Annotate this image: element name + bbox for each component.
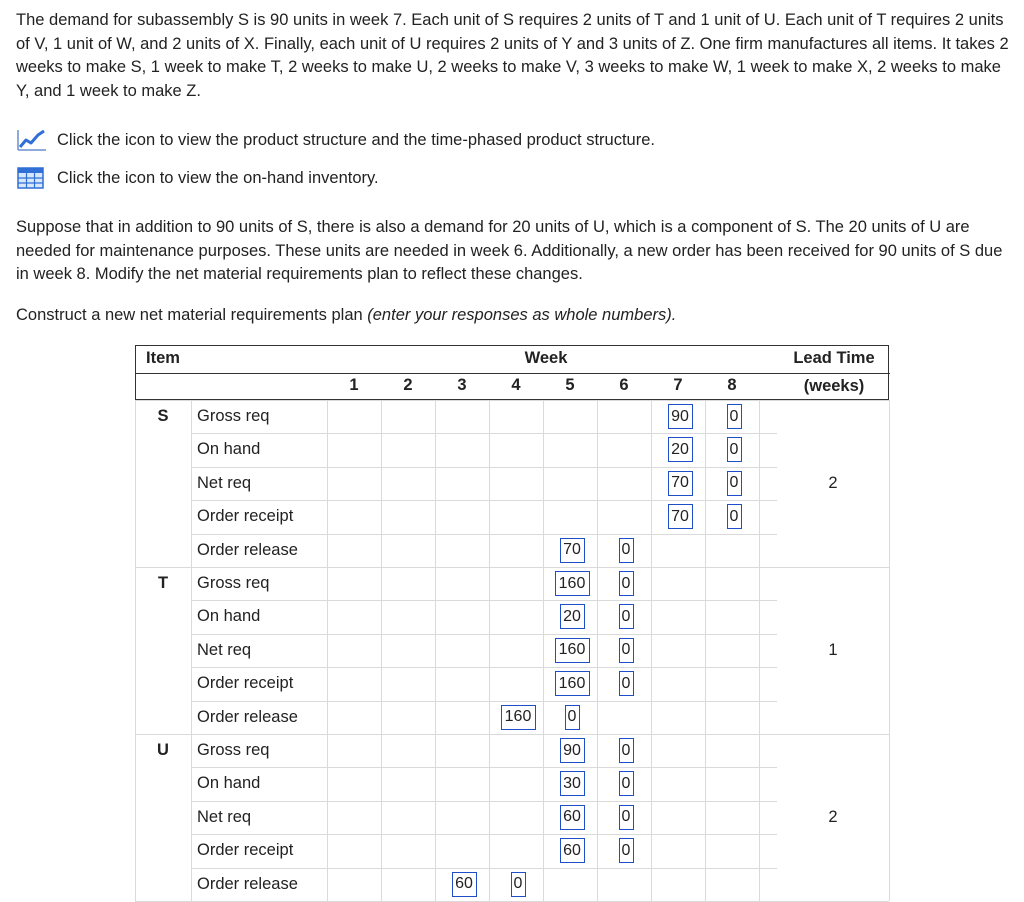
- input-U-gross-req-week-6[interactable]: 0: [619, 738, 634, 763]
- input-U-net-req-week-6[interactable]: 0: [619, 805, 634, 830]
- header-week: Week: [524, 349, 568, 367]
- row-label: On hand: [197, 774, 261, 793]
- lead-time-T: 1: [828, 640, 838, 659]
- row-label: Order receipt: [197, 674, 294, 693]
- lead-time-S: 2: [828, 473, 838, 492]
- input-T-order-release-week-5[interactable]: 0: [565, 705, 580, 730]
- input-U-on-hand-week-5[interactable]: 30: [560, 771, 585, 796]
- problem-intro: The demand for subassembly S is 90 units in week 7. Each unit of S requires 2 units of T and 1 unit of U. Each unit of T requires 2 units of V, 1 unit of W, and 2 units of X. Finally, each unit of U requires 2 units of Y and 3 units of Z. One firm manufactures all items. It takes 2 weeks to make S, 1 week to make T, 2 weeks to make U, 2 weeks to make V, 3 weeks to make W, 1 week to make X, 2 weeks to make Y, and 1 week to make Z.: [16, 11, 1009, 100]
- input-U-order-receipt-week-5[interactable]: 60: [560, 838, 585, 863]
- header-week-6: 6: [619, 376, 629, 394]
- input-T-order-receipt-week-6[interactable]: 0: [619, 671, 634, 696]
- input-U-order-release-week-4[interactable]: 0: [511, 872, 526, 897]
- scenario-text: Suppose that in addition to 90 units of S, there is also a demand for 20 units of U, which is a component of S. The 20 units of U are needed for maintenance purposes. These units are needed in week 6. Additionally, a new order has been received for 90 units of S due in week 8. Modify the net material requirements plan to reflect these changes.: [16, 218, 1003, 283]
- row-label: Order release: [197, 540, 298, 559]
- row-label: Gross req: [197, 741, 270, 759]
- input-S-order-release-week-5[interactable]: 70: [560, 538, 585, 563]
- product-structure-link-text[interactable]: Click the icon to view the product structure and the time-phased product structure.: [57, 130, 655, 149]
- input-T-order-receipt-week-5[interactable]: 160: [555, 671, 590, 696]
- mrp-table: [135, 345, 891, 901]
- item-code-S: S: [157, 407, 169, 425]
- header-week-2: 2: [403, 376, 413, 394]
- input-T-net-req-week-5[interactable]: 160: [555, 638, 590, 663]
- inventory-link[interactable]: [16, 166, 379, 190]
- row-label: Gross req: [197, 574, 270, 592]
- input-T-on-hand-week-6[interactable]: 0: [619, 604, 634, 629]
- header-week-8: 8: [727, 376, 737, 394]
- input-S-order-release-week-6[interactable]: 0: [619, 538, 634, 563]
- input-S-net-req-week-7[interactable]: 70: [668, 471, 693, 496]
- header-week-4: 4: [511, 376, 521, 394]
- row-label: Order release: [197, 874, 298, 893]
- input-T-gross-req-week-5[interactable]: 160: [555, 571, 590, 596]
- header-item: Item: [146, 349, 180, 367]
- inventory-link-text[interactable]: Click the icon to view the on-hand inventory.: [57, 168, 379, 187]
- row-label: On hand: [197, 607, 261, 626]
- header-week-3: 3: [457, 376, 467, 394]
- header-lead-time: Lead Time: [793, 349, 875, 367]
- header-week-5: 5: [565, 376, 575, 394]
- input-S-order-receipt-week-7[interactable]: 70: [668, 504, 693, 529]
- row-label: Net req: [197, 807, 252, 826]
- product-structure-link[interactable]: [16, 128, 655, 152]
- input-S-gross-req-week-7[interactable]: 90: [668, 404, 693, 429]
- input-T-on-hand-week-5[interactable]: 20: [560, 604, 585, 629]
- line-chart-icon[interactable]: [16, 129, 46, 151]
- header-week-1: 1: [349, 376, 359, 394]
- item-code-T: T: [157, 574, 169, 592]
- row-label: Order receipt: [197, 841, 294, 860]
- input-U-gross-req-week-5[interactable]: 90: [560, 738, 585, 763]
- instruction-text: [16, 304, 1012, 328]
- input-T-net-req-week-6[interactable]: 0: [619, 638, 634, 663]
- row-label: Net req: [197, 473, 252, 492]
- row-label: Net req: [197, 640, 252, 659]
- input-S-net-req-week-8[interactable]: 0: [727, 471, 742, 496]
- table-icon[interactable]: [16, 167, 46, 189]
- row-label: Gross req: [197, 407, 270, 425]
- row-label: Order receipt: [197, 507, 294, 526]
- input-U-order-receipt-week-6[interactable]: 0: [619, 838, 634, 863]
- input-U-on-hand-week-6[interactable]: 0: [619, 771, 634, 796]
- instruction-note: (enter your responses as whole numbers).: [367, 306, 677, 324]
- input-U-net-req-week-5[interactable]: 60: [560, 805, 585, 830]
- input-S-on-hand-week-8[interactable]: 0: [727, 437, 742, 462]
- header-week-7: 7: [673, 376, 683, 394]
- row-label: On hand: [197, 440, 261, 459]
- item-code-U: U: [157, 741, 169, 759]
- input-S-on-hand-week-7[interactable]: 20: [668, 437, 693, 462]
- input-T-order-release-week-4[interactable]: 160: [501, 705, 536, 730]
- input-S-gross-req-week-8[interactable]: 0: [727, 404, 742, 429]
- row-label: Order release: [197, 707, 298, 726]
- input-S-order-receipt-week-8[interactable]: 0: [727, 504, 742, 529]
- lead-time-U: 2: [828, 807, 838, 826]
- input-T-gross-req-week-6[interactable]: 0: [619, 571, 634, 596]
- instruction-main: Construct a new net material requirements plan: [16, 306, 363, 324]
- input-U-order-release-week-3[interactable]: 60: [452, 872, 477, 897]
- header-lead-weeks: (weeks): [803, 377, 865, 395]
